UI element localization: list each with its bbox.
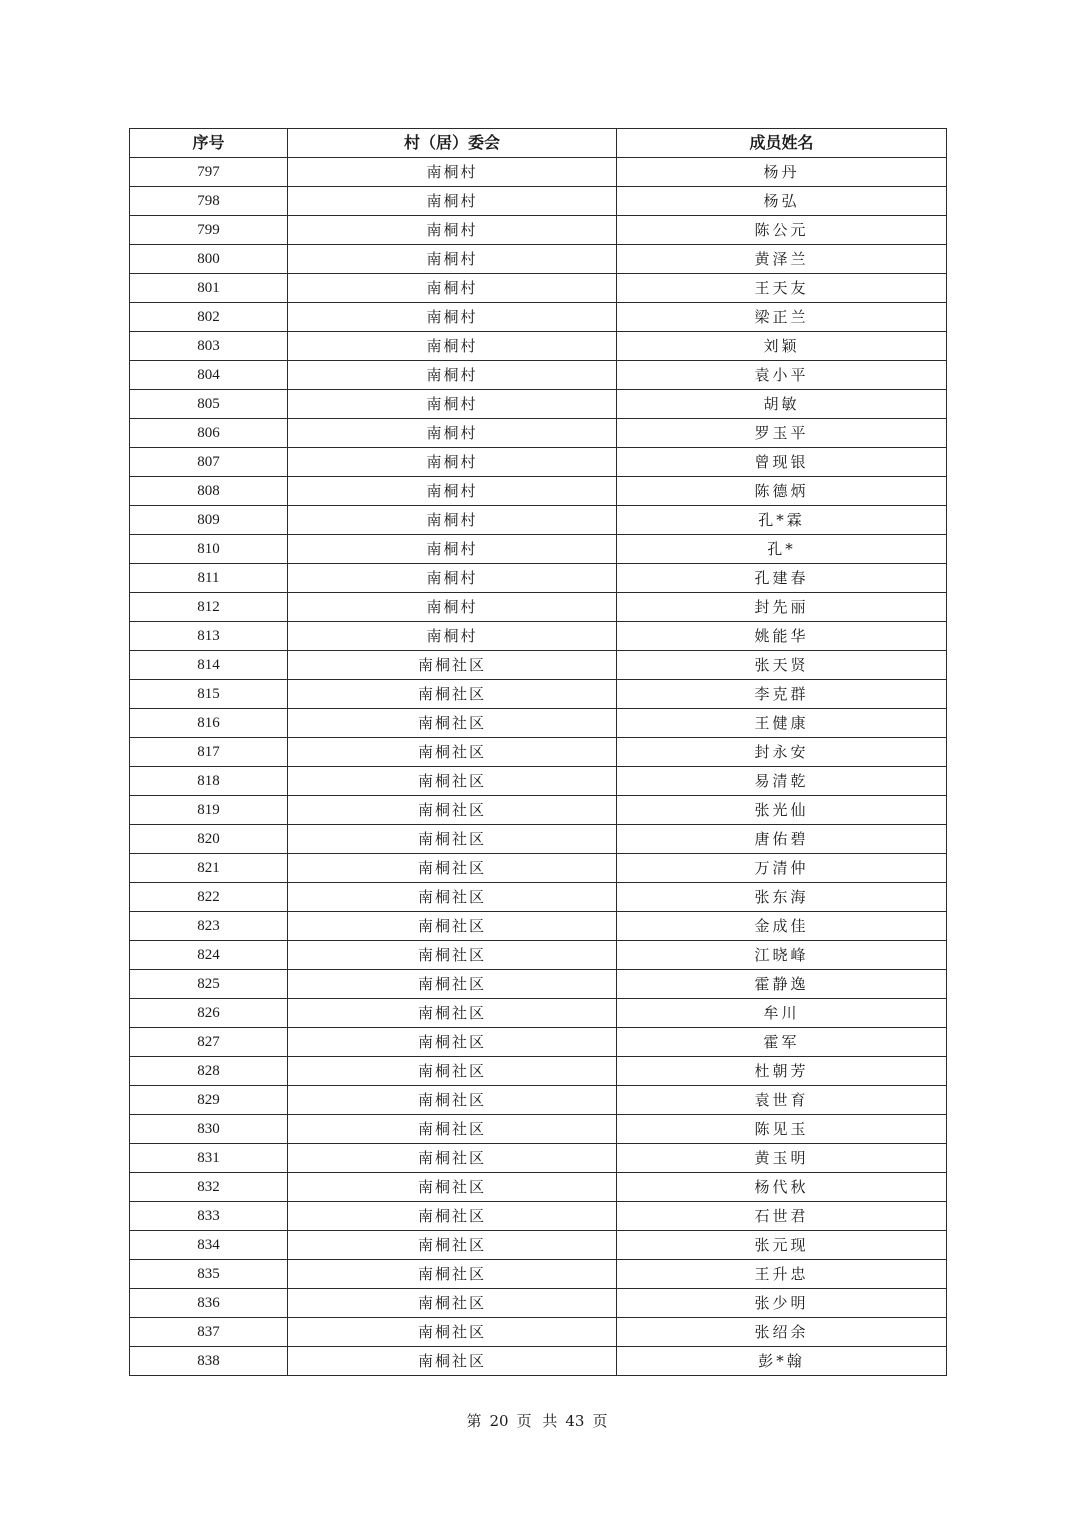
row-member-name-cell: 石世君 — [617, 1202, 947, 1231]
footer-middle: 页 共 — [516, 1412, 558, 1430]
row-member-name-cell: 易清乾 — [617, 767, 947, 796]
row-seq-cell: 817 — [130, 738, 288, 767]
row-seq-cell: 820 — [130, 825, 288, 854]
row-seq-cell: 801 — [130, 274, 288, 303]
row-committee-cell: 南桐村 — [288, 593, 617, 622]
row-member-name-cell: 李克群 — [617, 680, 947, 709]
row-committee-cell: 南桐村 — [288, 274, 617, 303]
row-committee-cell: 南桐村 — [288, 303, 617, 332]
row-member-name-cell: 彭*翰 — [617, 1347, 947, 1376]
table-row — [130, 1028, 947, 1057]
row-committee-cell: 南桐村 — [288, 622, 617, 651]
row-member-name-cell: 曾现银 — [617, 448, 947, 477]
table-row — [130, 535, 947, 564]
table-row — [130, 245, 947, 274]
table-row — [130, 390, 947, 419]
row-committee-cell: 南桐社区 — [288, 1028, 617, 1057]
table-row — [130, 1057, 947, 1086]
row-committee-cell: 南桐社区 — [288, 1115, 617, 1144]
row-seq-cell: 808 — [130, 477, 288, 506]
row-seq-cell: 819 — [130, 796, 288, 825]
row-seq-cell: 829 — [130, 1086, 288, 1115]
header-row — [130, 129, 947, 158]
row-member-name-cell: 杨弘 — [617, 187, 947, 216]
row-member-name-cell: 孔建春 — [617, 564, 947, 593]
table-row — [130, 274, 947, 303]
table-row — [130, 187, 947, 216]
header-member-name: 成员姓名 — [617, 129, 947, 158]
table-row — [130, 1173, 947, 1202]
table-row — [130, 738, 947, 767]
row-committee-cell: 南桐社区 — [288, 883, 617, 912]
row-committee-cell: 南桐社区 — [288, 1202, 617, 1231]
row-committee-cell: 南桐村 — [288, 564, 617, 593]
row-seq-cell: 809 — [130, 506, 288, 535]
row-member-name-cell: 陈公元 — [617, 216, 947, 245]
row-committee-cell: 南桐社区 — [288, 941, 617, 970]
table-row — [130, 970, 947, 999]
row-seq-cell: 816 — [130, 709, 288, 738]
row-member-name-cell: 陈德炳 — [617, 477, 947, 506]
table-row — [130, 825, 947, 854]
row-member-name-cell: 张绍余 — [617, 1318, 947, 1347]
table-row — [130, 999, 947, 1028]
row-seq-cell: 831 — [130, 1144, 288, 1173]
table-row — [130, 1231, 947, 1260]
table-row — [130, 564, 947, 593]
table-row — [130, 854, 947, 883]
row-member-name-cell: 江晓峰 — [617, 941, 947, 970]
table-row — [130, 332, 947, 361]
table-row — [130, 796, 947, 825]
row-member-name-cell: 金成佳 — [617, 912, 947, 941]
row-seq-cell: 800 — [130, 245, 288, 274]
table-row — [130, 593, 947, 622]
table-row — [130, 622, 947, 651]
row-member-name-cell: 杨丹 — [617, 158, 947, 187]
row-committee-cell: 南桐村 — [288, 187, 617, 216]
row-seq-cell: 836 — [130, 1289, 288, 1318]
row-committee-cell: 南桐社区 — [288, 651, 617, 680]
row-seq-cell: 805 — [130, 390, 288, 419]
table-row — [130, 448, 947, 477]
row-committee-cell: 南桐社区 — [288, 680, 617, 709]
row-member-name-cell: 袁小平 — [617, 361, 947, 390]
row-member-name-cell: 唐佑碧 — [617, 825, 947, 854]
table-row — [130, 1289, 947, 1318]
row-member-name-cell: 万清仲 — [617, 854, 947, 883]
row-committee-cell: 南桐村 — [288, 448, 617, 477]
table-row — [130, 1318, 947, 1347]
row-committee-cell: 南桐社区 — [288, 1347, 617, 1376]
row-seq-cell: 835 — [130, 1260, 288, 1289]
row-committee-cell: 南桐社区 — [288, 767, 617, 796]
row-member-name-cell: 杜朝芳 — [617, 1057, 947, 1086]
table-row — [130, 419, 947, 448]
row-seq-cell: 804 — [130, 361, 288, 390]
row-member-name-cell: 黄泽兰 — [617, 245, 947, 274]
row-member-name-cell: 杨代秋 — [617, 1173, 947, 1202]
table-row — [130, 912, 947, 941]
table-row — [130, 767, 947, 796]
row-seq-cell: 838 — [130, 1347, 288, 1376]
row-seq-cell: 818 — [130, 767, 288, 796]
row-committee-cell: 南桐村 — [288, 419, 617, 448]
row-member-name-cell: 孔*霖 — [617, 506, 947, 535]
row-member-name-cell: 张天贤 — [617, 651, 947, 680]
row-seq-cell: 814 — [130, 651, 288, 680]
row-seq-cell: 830 — [130, 1115, 288, 1144]
row-seq-cell: 834 — [130, 1231, 288, 1260]
footer-total-pages: 43 — [565, 1412, 585, 1430]
row-seq-cell: 822 — [130, 883, 288, 912]
row-committee-cell: 南桐社区 — [288, 999, 617, 1028]
row-seq-cell: 798 — [130, 187, 288, 216]
row-member-name-cell: 霍军 — [617, 1028, 947, 1057]
row-seq-cell: 821 — [130, 854, 288, 883]
row-seq-cell: 813 — [130, 622, 288, 651]
footer-prefix: 第 — [466, 1412, 482, 1430]
row-member-name-cell: 张元现 — [617, 1231, 947, 1260]
row-seq-cell: 810 — [130, 535, 288, 564]
table-row — [130, 709, 947, 738]
row-member-name-cell: 张少明 — [617, 1289, 947, 1318]
row-member-name-cell: 张光仙 — [617, 796, 947, 825]
table-row — [130, 1347, 947, 1376]
row-member-name-cell: 封永安 — [617, 738, 947, 767]
row-committee-cell: 南桐村 — [288, 535, 617, 564]
row-member-name-cell: 王升忠 — [617, 1260, 947, 1289]
table-row — [130, 1144, 947, 1173]
row-committee-cell: 南桐社区 — [288, 1144, 617, 1173]
row-committee-cell: 南桐村 — [288, 158, 617, 187]
row-seq-cell: 799 — [130, 216, 288, 245]
row-committee-cell: 南桐村 — [288, 332, 617, 361]
footer-suffix: 页 — [592, 1412, 608, 1430]
table-row — [130, 506, 947, 535]
row-member-name-cell: 胡敏 — [617, 390, 947, 419]
row-committee-cell: 南桐村 — [288, 506, 617, 535]
table-row — [130, 651, 947, 680]
row-seq-cell: 837 — [130, 1318, 288, 1347]
row-committee-cell: 南桐社区 — [288, 912, 617, 941]
footer-page-number: 20 — [489, 1412, 509, 1430]
row-committee-cell: 南桐社区 — [288, 854, 617, 883]
row-member-name-cell: 孔* — [617, 535, 947, 564]
row-member-name-cell: 刘颖 — [617, 332, 947, 361]
row-seq-cell: 827 — [130, 1028, 288, 1057]
table-row — [130, 1260, 947, 1289]
row-member-name-cell: 袁世育 — [617, 1086, 947, 1115]
table-row — [130, 1086, 947, 1115]
row-committee-cell: 南桐社区 — [288, 1260, 617, 1289]
member-table — [129, 128, 947, 1376]
row-seq-cell: 802 — [130, 303, 288, 332]
row-seq-cell: 833 — [130, 1202, 288, 1231]
table-row — [130, 477, 947, 506]
row-member-name-cell: 封先丽 — [617, 593, 947, 622]
row-seq-cell: 806 — [130, 419, 288, 448]
row-member-name-cell: 罗玉平 — [617, 419, 947, 448]
row-committee-cell: 南桐社区 — [288, 1289, 617, 1318]
row-committee-cell: 南桐社区 — [288, 738, 617, 767]
row-seq-cell: 828 — [130, 1057, 288, 1086]
table-row — [130, 941, 947, 970]
row-member-name-cell: 黄玉明 — [617, 1144, 947, 1173]
row-member-name-cell: 王天友 — [617, 274, 947, 303]
row-committee-cell: 南桐社区 — [288, 970, 617, 999]
table-row — [130, 303, 947, 332]
row-seq-cell: 797 — [130, 158, 288, 187]
row-committee-cell: 南桐社区 — [288, 709, 617, 738]
row-committee-cell: 南桐社区 — [288, 825, 617, 854]
row-seq-cell: 807 — [130, 448, 288, 477]
row-committee-cell: 南桐村 — [288, 477, 617, 506]
row-seq-cell: 826 — [130, 999, 288, 1028]
row-seq-cell: 815 — [130, 680, 288, 709]
row-member-name-cell: 陈见玉 — [617, 1115, 947, 1144]
table-row — [130, 1115, 947, 1144]
header-committee: 村（居）委会 — [288, 129, 617, 158]
row-member-name-cell: 牟川 — [617, 999, 947, 1028]
row-seq-cell: 803 — [130, 332, 288, 361]
row-committee-cell: 南桐社区 — [288, 1057, 617, 1086]
header-seq: 序号 — [130, 129, 288, 158]
row-committee-cell: 南桐村 — [288, 361, 617, 390]
row-seq-cell: 811 — [130, 564, 288, 593]
row-member-name-cell: 梁正兰 — [617, 303, 947, 332]
row-committee-cell: 南桐社区 — [288, 796, 617, 825]
row-member-name-cell: 张东海 — [617, 883, 947, 912]
row-member-name-cell: 姚能华 — [617, 622, 947, 651]
row-seq-cell: 824 — [130, 941, 288, 970]
row-committee-cell: 南桐社区 — [288, 1173, 617, 1202]
row-seq-cell: 832 — [130, 1173, 288, 1202]
row-committee-cell: 南桐村 — [288, 245, 617, 274]
table-row — [130, 680, 947, 709]
table-row — [130, 158, 947, 187]
row-member-name-cell: 王健康 — [617, 709, 947, 738]
row-committee-cell: 南桐村 — [288, 216, 617, 245]
row-member-name-cell: 霍静逸 — [617, 970, 947, 999]
row-committee-cell: 南桐社区 — [288, 1086, 617, 1115]
table-row — [130, 216, 947, 245]
table-body — [130, 158, 947, 1376]
row-committee-cell: 南桐村 — [288, 390, 617, 419]
table-row — [130, 1202, 947, 1231]
row-seq-cell: 823 — [130, 912, 288, 941]
table-row — [130, 361, 947, 390]
row-seq-cell: 812 — [130, 593, 288, 622]
row-committee-cell: 南桐社区 — [288, 1231, 617, 1260]
page-footer — [0, 1410, 1074, 1432]
row-seq-cell: 825 — [130, 970, 288, 999]
table-header — [130, 129, 947, 158]
row-committee-cell: 南桐社区 — [288, 1318, 617, 1347]
table-row — [130, 883, 947, 912]
